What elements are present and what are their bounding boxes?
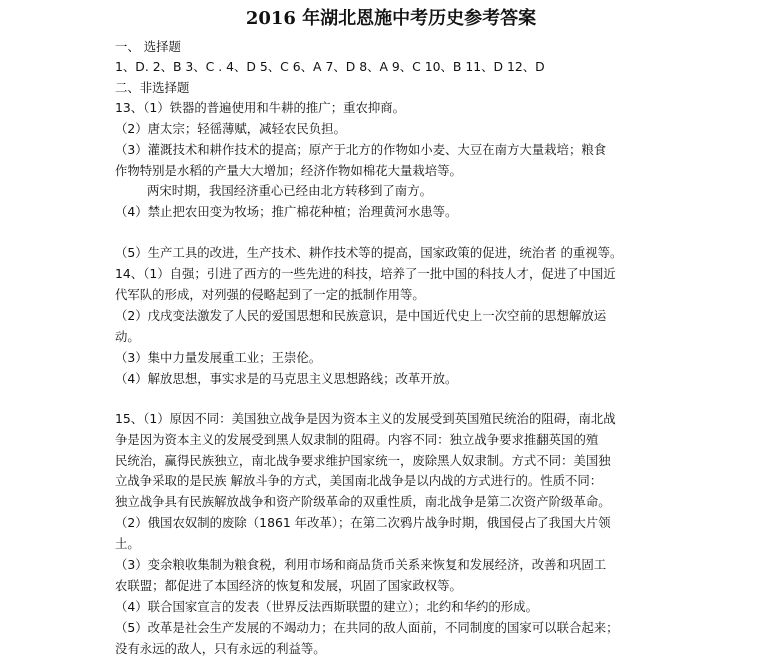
q13-line: （3）灌溉技术和耕作技术的提高；原产于北方的作物如小麦、大豆在南方大量栽培；粮食 (115, 142, 607, 157)
q15-line: 15、（1）原因不同：美国独立战争是因为资本主义的发展受到英国殖民统治的阻碍，南北战 (115, 411, 616, 426)
q13-line: 13、（1）铁器的普遍使用和牛耕的推广；重农抑商。 (115, 100, 406, 115)
q15-line: 没有永远的敌人，只有永远的利益等。 (115, 641, 326, 656)
section1-heading: 一、 选择题 (115, 39, 181, 54)
multiple-choice-answers: 1、D. 2、B 3、C . 4、D 5、C 6、A 7、D 8、A 9、C 10、B 11、D 12、D (115, 59, 545, 74)
q15-line: （4）联合国家宣言的发表（世界反法西斯联盟的建立）；北约和华约的形成。 (115, 599, 538, 614)
q14-line: 代军队的形成，对列强的侵略起到了一定的抵制作用等。 (115, 287, 425, 302)
section2-heading: 二、非选择题 (115, 80, 190, 95)
q14-line: （3）集中力量发展重工业；王崇伦。 (115, 350, 322, 365)
q13-line: （4）禁止把农田变为牧场；推广棉花种植；治理黄河水患等。 (115, 204, 458, 219)
q15-line: 民统治，赢得民族独立，南北战争要求维护国家统一，废除黑人奴隶制。方式不同：美国独 (115, 453, 611, 468)
q13-line: （5）生产工具的改进，生产技术、耕作技术等的提高，国家政策的促进，统治者 的重视等。 (115, 245, 623, 260)
q15-line: 立战争采取的是民族 解放斗争的方式，美国南北战争是以内战的方式进行的。性质不同： (115, 473, 603, 488)
q15-line: 争是因为资本主义的发展受到黑人奴隶制的阻碍。内容不同：独立战争要求推翻英国的殖 (115, 432, 599, 447)
q13-line: 两宋时期，我国经济重心已经由北方转移到了南方。 (147, 183, 432, 198)
q14-line: （4）解放思想，事实求是的马克思主义思想路线；改革开放。 (115, 371, 458, 386)
q15-line: （3）变余粮收集制为粮食税，利用市场和商品货币关系来恢复和发展经济，改善和巩固工 (115, 557, 607, 572)
q14-line: 动。 (115, 329, 140, 344)
q15-line: 农联盟；都促进了本国经济的恢复和发展，巩固了国家政权等。 (115, 578, 462, 593)
q15-line: 独立战争具有民族解放战争和资产阶级革命的双重性质，南北战争是第二次资产阶级革命。 (115, 494, 611, 509)
document-title: 2016 年湖北恩施中考历史参考答案 (245, 8, 537, 29)
q13-line: 作物特别是水稻的产量大大增加；经济作物如棉花大量栽培等。 (115, 163, 462, 178)
q15-line: 土。 (115, 536, 140, 551)
q15-line: （2）俄国农奴制的废除（1861 年改革）；在第二次鸦片战争时期，俄国侵占了我国大片领 (115, 515, 611, 530)
q13-line: （2）唐太宗；轻徭薄赋，减轻农民负担。 (115, 121, 346, 136)
q15-line: （5）改革是社会生产发展的不竭动力；在共同的敌人面前，不同制度的国家可以联合起来； (115, 620, 619, 635)
q14-line: （2）戊戌变法激发了人民的爱国思想和民族意识，是中国近代史上一次空前的思想解放运 (115, 308, 607, 323)
q14-line: 14、（1）自强；引进了西方的一些先进的科技，培养了一批中国的科技人才，促进了中国近 (115, 266, 616, 281)
